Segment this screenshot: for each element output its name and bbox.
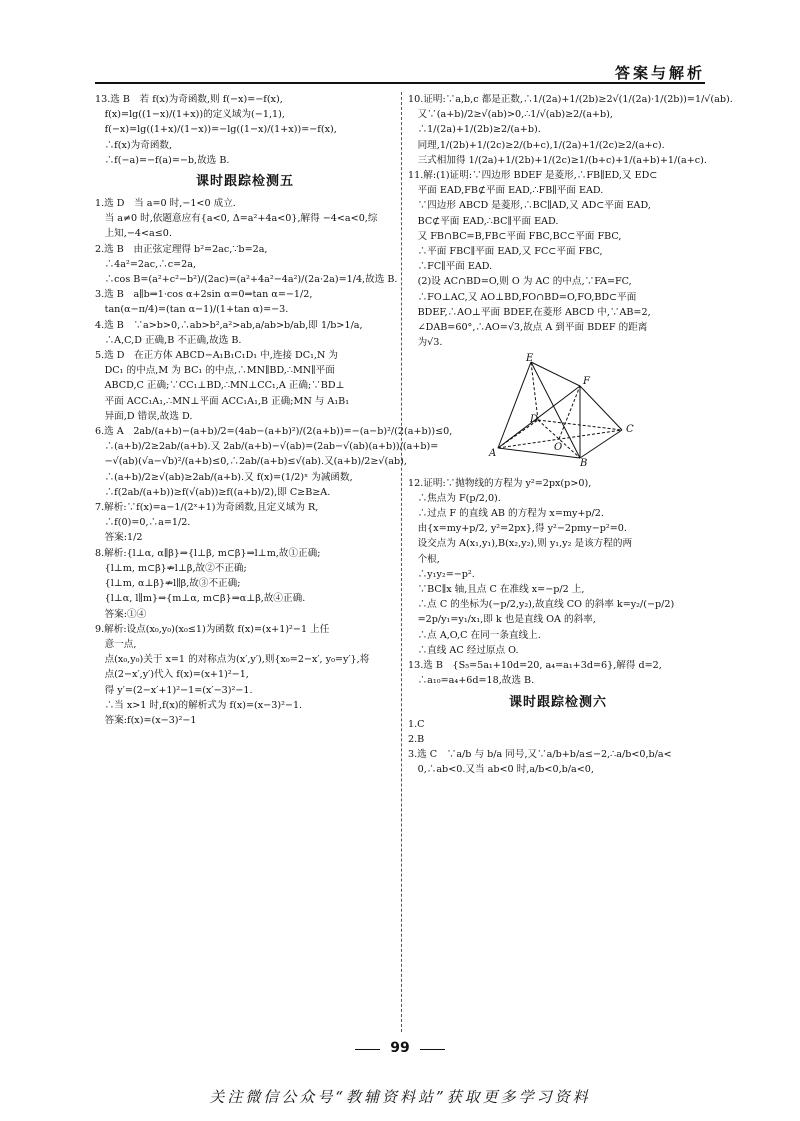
text-line: 12.证明:∵抛物线的方程为 y²=2px(p>0), [408,477,592,489]
text-line: ∴1/(2a)+1/(2b)≥2/(a+b). [408,124,541,136]
page-number-text: 99 [380,1040,419,1056]
text-line: ∴f(−a)=−f(a)=−b,故选 B. [95,154,230,166]
text-line: ∴a₁₀=a₄+6d=18,故选 B. [408,675,535,687]
text-line: 异面,D 错误,故选 D. [95,410,193,422]
text-line: 2.B [408,733,425,745]
text-line: DC₁ 的中点,M 为 BC₁ 的中点,∴MN∥BD,∴MN∥平面 [95,365,335,377]
text-line: 为√3. [408,337,443,349]
text-line: 1.C [408,718,425,730]
text-line: 7.解析:∵f(x)=a−1/(2ˣ+1)为奇函数,且定义域为 R, [95,502,319,514]
header-title: 答案与解析 [614,64,705,82]
text-line: 0,∴ab<0.又当 ab<0 时,a/b<0,b/a<0, [408,764,594,776]
label-D: D [530,414,539,426]
text-line: −√(ab)(√a−√b)²/(a+b)≤0,∴2ab/(a+b)≤√(ab).又(a+b)/2≥√(ab), [95,456,407,468]
text-line: 由{x=my+p/2, y²=2px},得 y²−2pmy−p²=0. [408,523,627,535]
text-line: 点(x₀,y₀)关于 x=1 的对称点为(x′,y′),则{x₀=2−x′, y₀=y′},将 [95,654,370,666]
text-line: ∴f(0)=0,∴a=1/2. [95,517,191,529]
text-line: 同理,1/(2b)+1/(2c)≥2/(b+c),1/(2a)+1/(2c)≥2/(a+c). [408,139,665,151]
text-line: =2p/y₁=y₁/x₁,即 k 也是直线 OA 的斜率, [408,614,596,626]
text-line: ∵BC∥x 轴,且点 C 在准线 x=−p/2 上, [408,584,585,596]
text-line: ∴点 C 的坐标为(−p/2,y₂),故直线 CO 的斜率 k=y₂/(−p/2) [408,599,675,611]
text-line: ∴过点 F 的直线 AB 的方程为 x=my+p/2. [408,508,604,520]
text-line: ∴FC∥平面 EAD. [408,261,493,273]
footer-text: 关注微信公众号“教辅资料站”获取更多学习资料 [209,1088,591,1106]
edge-BC [580,430,622,458]
text-line: ∴4a²=2ac,∴c=2a, [95,258,197,270]
text-line: ∴f(2ab/(a+b))≥f(√(ab))≥f((a+b)/2),即 C≥B≥A. [95,486,331,498]
text-line: 得 y′=(2−x′+1)²−1=(x′−3)²−1. [95,684,253,696]
text-line: 上知,−4<a≤0. [95,228,172,240]
text-line: f(x)=lg((1−x)/(1+x))的定义域为(−1,1), [95,109,285,121]
text-line: 8.解析:{l⊥α, α∥β}⇒{l⊥β, m⊂β}⇒l⊥m,故①正确; [95,547,321,559]
label-B: B [580,458,588,470]
label-F: F [583,376,590,388]
text-line: ∴当 x>1 时,f(x)的解析式为 f(x)=(x−3)²−1. [95,699,303,711]
left-lines-a [95,92,395,168]
text-line: 6.选 A 2ab/(a+b)−(a+b)/2=(4ab−(a+b)²)/(2(a+b))=−(a−b)²/(2(a+b))≤0, [95,426,453,438]
text-line: 又 FB∩BC=B,FB⊂平面 FBC,BC⊂平面 FBC, [408,230,622,242]
text-line: 3.选 C ∵a/b 与 b/a 同号,又∵a/b+b/a≤−2,∴a/b<0,b/a< [408,748,672,760]
text-line: ABCD,C 正确;∵CC₁⊥BD,∴MN⊥CC₁,A 正确;∵BD⊥ [95,380,345,392]
text-line: 3.选 B a∥b⇒1·cos α+2sin α=0⇒tan α=−1/2, [95,289,313,301]
section-title-5: 课时跟踪检测五 [195,174,294,190]
text-line: 平面 ACC₁A₁,∴MN⊥平面 ACC₁A₁,B 正确;MN 与 A₁B₁ [95,395,350,407]
text-line: ∴(a+b)/2≥√(ab)≥2ab/(a+b).又 f(x)=(1/2)ˣ 为减函数, [95,471,353,483]
right-lines-c [408,717,708,778]
text-line: 答案:1/2 [95,532,143,544]
text-line: 点(2−x′,y′)代入 f(x)=(x+1)²−1, [95,669,249,681]
text-line: ∴(a+b)/2≥2ab/(a+b).又 2ab/(a+b)−√(ab)=(2ab−√(ab)(a+b))/(a+b)= [95,441,439,453]
text-line: ∴直线 AC 经过原点 O. [408,644,519,656]
text-line: tan(α−π/4)=(tan α−1)/(1+tan α)=−3. [95,304,289,316]
text-line: {l⊥m, m⊂β}⇏l⊥β,故②不正确; [95,562,247,574]
text-line: 9.解析:设点(x₀,y₀)(x₀≤1)为函数 f(x)=(x+1)²−1 上任 [95,623,330,635]
text-line: 5.选 D 在正方体 ABCD−A₁B₁C₁D₁ 中,连接 DC₁,N 为 [95,350,339,362]
text-line: 13.选 B 若 f(x)为奇函数,则 f(−x)=−f(x), [95,94,283,105]
edge-CF [580,386,622,430]
edge-AB [498,448,580,458]
label-E: E [526,353,534,365]
text-line: ∴y₁y₂=−p². [408,568,475,580]
pyramid-diagram [408,353,708,470]
header-rule [95,82,705,84]
right-lines-a [408,92,733,350]
label-C: C [626,424,634,436]
text-line: {l⊥α, l∥m}⇒{m⊥α, m⊂β}⇒α⊥β,故④正确. [95,593,306,605]
right-lines-b [408,476,708,689]
text-line: 11.解:(1)证明:∵四边形 BDEF 是菱形,∴FB∥ED,又 ED⊂ [408,170,658,182]
text-line: ∵四边形 ABCD 是菱形,∴BC∥AD,又 AD⊂平面 EAD, [408,200,651,212]
text-line: ∴点 A,O,C 在同一条直线上. [408,629,541,641]
page-number [0,1040,800,1056]
column-divider [401,92,402,1032]
text-line: 1.选 D 当 a=0 时,−1<0 成立. [95,198,236,210]
text-line: 意一点, [95,638,137,650]
label-A: A [489,448,497,460]
text-line: 答案:①④ [95,608,147,620]
text-line: BC⊄平面 EAD,∴BC∥平面 EAD. [408,215,559,227]
text-line: (2)设 AC∩BD=O,则 O 为 AC 的中点,∵FA=FC, [408,276,632,288]
text-line: 2.选 B 由正弦定理得 b²=2ac,∵b=2a, [95,243,268,255]
text-line: ∴平面 FBC∥平面 EAD,又 FC⊂平面 FBC, [408,246,603,258]
section-title-6: 课时跟踪检测六 [508,694,607,710]
text-line: 设交点为 A(x₁,y₁),B(x₂,y₂),则 y₁,y₂ 是该方程的两 [408,538,633,550]
text-line: ∴FO⊥AC,又 AO⊥BD,FO∩BD=O,FO,BD⊂平面 [408,291,637,303]
text-line: ∴f(x)为奇函数, [95,139,173,151]
label-O: O [554,442,563,454]
text-line: ∠DAB=60°,∴AO=√3,故点 A 到平面 BDEF 的距离 [408,322,648,334]
text-line: 4.选 B ∵a>b>0,∴ab>b²,a²>ab,a/ab>b/ab,即 1/b>1/a, [95,319,363,331]
text-line: 个根, [408,553,440,565]
text-line: BDEF,∴AO⊥平面 BDEF,在菱形 ABCD 中,∵AB=2, [408,306,651,318]
edge-EF [531,362,580,386]
text-line: 三式相加得 1/(2a)+1/(2b)+1/(2c)≥1/(b+c)+1/(a+b)+1/(a+c). [408,154,707,166]
text-line: 10.证明:∵a,b,c 都是正数,∴1/(2a)+1/(2b)≥2√(1/(2a)·1/(2b))=1/√(ab). [408,94,733,105]
text-line: 平面 EAD,FB⊄平面 EAD,∴FB∥平面 EAD. [408,185,604,197]
text-line: {l⊥m, α⊥β}⇏l∥β,故③不正确; [95,578,241,590]
edge-DE [531,362,538,420]
right-column [408,92,733,777]
text-line: ∴A,C,D 正确,B 不正确,故选 B. [95,334,242,346]
text-line: 又∵(a+b)/2≥√(ab)>0,∴1/√(ab)≥2/(a+b), [408,109,613,121]
text-line: 13.选 B {S₅=5a₁+10d=20, a₄=a₁+3d=6},解得 d=2, [408,660,662,672]
text-line: ∴焦点为 F(p/2,0). [408,492,501,504]
text-line: f(−x)=lg((1+x)/(1−x))=−lg((1−x)/(1+x))=−f(x), [95,124,337,136]
text-line: 答案:f(x)=(x−3)²−1 [95,714,197,726]
text-line: ∴cos B=(a²+c²−b²)/(2ac)=(a²+4a²−4a²)/(2a·2a)=1/4,故选 B. [95,274,398,286]
text-line: 当 a≠0 时,依题意应有{a<0, Δ=a²+4a<0},解得 −4<a<0,综 [95,213,378,225]
pyramid-figure [408,354,708,471]
